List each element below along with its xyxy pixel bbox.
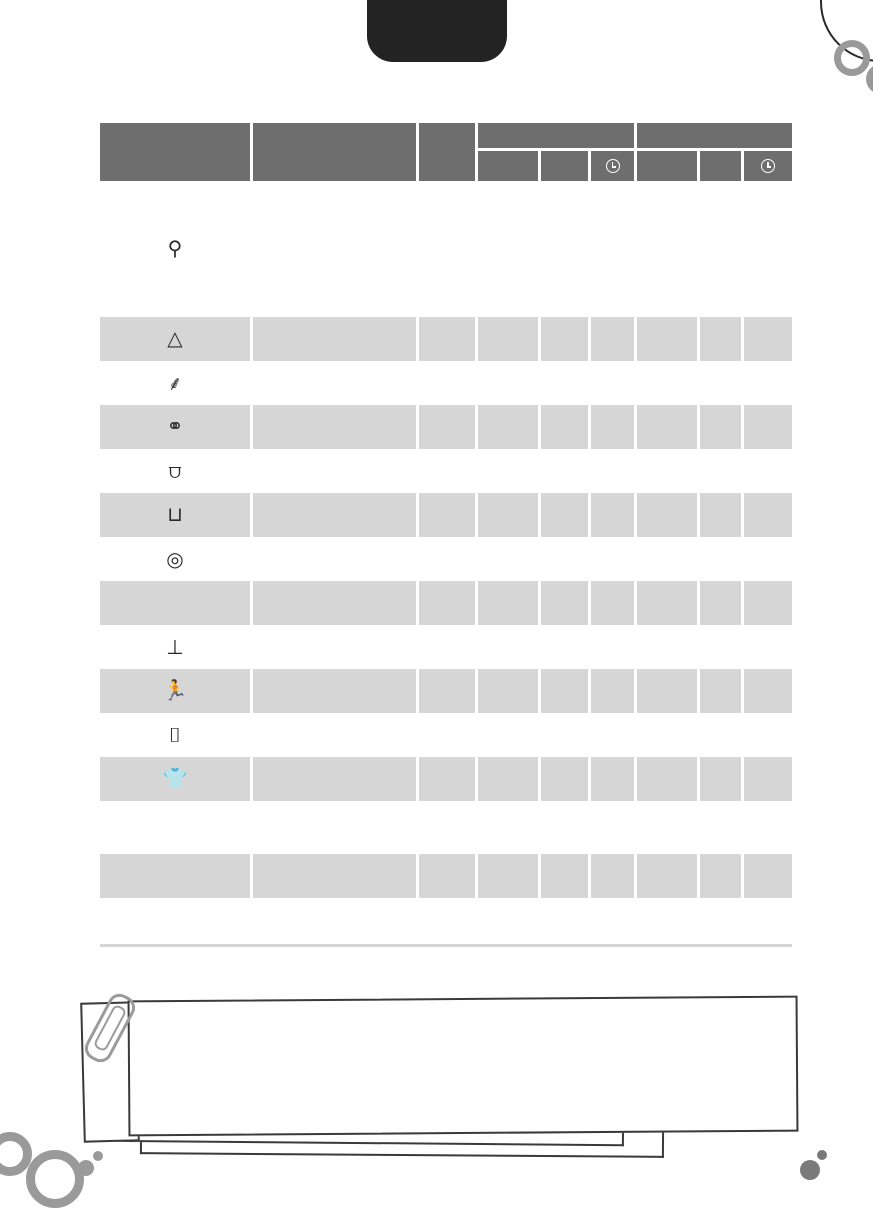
table-cell	[478, 362, 538, 405]
table-cell	[419, 669, 475, 714]
table-cell	[700, 669, 741, 714]
program-table	[100, 123, 786, 899]
table-cell	[253, 450, 416, 493]
table-cell	[541, 450, 588, 493]
table-cell	[700, 493, 741, 538]
table-cell	[541, 854, 588, 899]
table-cell	[700, 450, 741, 493]
handwash-icon: ⩌	[168, 460, 182, 483]
program-cell	[100, 669, 250, 714]
table-cell	[478, 538, 538, 581]
dark-garment-icon: 👕	[162, 768, 188, 790]
table-cell	[700, 854, 741, 899]
table-cell	[700, 181, 741, 317]
table-cell	[253, 802, 416, 854]
table-cell	[478, 854, 538, 899]
program-cell	[100, 317, 250, 362]
table-cell	[478, 626, 538, 669]
table-cell	[541, 362, 588, 405]
drain-icon: ⊥	[166, 636, 184, 659]
table-cell	[419, 450, 475, 493]
table-cell	[478, 714, 538, 757]
table-cell	[478, 757, 538, 802]
table-cell	[744, 362, 792, 405]
table-cell	[637, 450, 697, 493]
table-row	[100, 626, 792, 669]
program-cell	[100, 626, 250, 669]
table-cell	[541, 669, 588, 714]
table-cell	[700, 581, 741, 626]
table-cell	[744, 669, 792, 714]
table-row	[100, 669, 792, 714]
circle-decoration	[800, 1160, 820, 1180]
table-cell	[419, 854, 475, 899]
table-cell	[744, 493, 792, 538]
table-cell	[253, 317, 416, 362]
table-cell	[637, 854, 697, 899]
table-cell	[744, 181, 792, 317]
table-cell	[478, 405, 538, 450]
table-cell	[253, 362, 416, 405]
synthetics-icon: △	[167, 328, 183, 350]
table-cell	[253, 757, 416, 802]
table-cell	[744, 450, 792, 493]
table-cell	[744, 317, 792, 362]
table-row	[100, 362, 792, 405]
header-group-1	[478, 123, 634, 148]
table-cell	[541, 405, 588, 450]
table-row	[100, 802, 792, 854]
header-load	[419, 123, 475, 181]
table-cell	[700, 626, 741, 669]
table-cell	[700, 405, 741, 450]
table-cell	[637, 317, 697, 362]
note-paper-front	[128, 996, 799, 1137]
table-row	[100, 714, 792, 757]
table-cell	[637, 362, 697, 405]
feather-icon: ⸙	[167, 372, 183, 395]
table-row	[100, 493, 792, 538]
table-cell	[253, 405, 416, 450]
table-cell	[744, 581, 792, 626]
table-row	[100, 581, 792, 626]
table-row	[100, 405, 792, 450]
table-row	[100, 757, 792, 802]
page-tab	[367, 0, 507, 62]
table-cell	[478, 581, 538, 626]
sport-icon: 🏃	[162, 680, 188, 702]
table-cell	[541, 538, 588, 581]
table-row	[100, 538, 792, 581]
table-cell	[637, 405, 697, 450]
table-cell	[591, 362, 634, 405]
table-cell	[541, 757, 588, 802]
table-cell	[637, 181, 697, 317]
subheader-1-time	[591, 148, 634, 181]
circle-decoration	[866, 64, 873, 94]
table-cell	[591, 626, 634, 669]
table-cell	[419, 181, 475, 317]
table-row	[100, 450, 792, 493]
program-cell	[100, 181, 250, 317]
cotton-icon: ⚲	[167, 238, 183, 260]
clock-icon	[761, 159, 775, 173]
table-cell	[253, 538, 416, 581]
subheader-2b	[700, 148, 741, 181]
table-cell	[591, 757, 634, 802]
table-cell	[419, 538, 475, 581]
table-cell	[253, 714, 416, 757]
program-cell	[100, 714, 250, 757]
table-cell	[419, 493, 475, 538]
table-cell	[478, 181, 538, 317]
table-cell	[541, 714, 588, 757]
table-cell	[541, 181, 588, 317]
table-cell	[541, 802, 588, 854]
table-cell	[591, 802, 634, 854]
table-row	[100, 317, 792, 362]
circle-decoration	[78, 1160, 94, 1176]
table-cell	[478, 802, 538, 854]
program-cell	[100, 493, 250, 538]
program-cell	[100, 581, 250, 626]
mix-icon: ⚭	[166, 416, 184, 438]
table-cell	[419, 362, 475, 405]
program-cell	[100, 802, 250, 854]
table-cell	[253, 626, 416, 669]
table-cell	[700, 714, 741, 757]
table-cell	[637, 626, 697, 669]
clock-icon	[606, 159, 620, 173]
table-cell	[253, 581, 416, 626]
table-cell	[591, 714, 634, 757]
table-cell	[637, 493, 697, 538]
subheader-2-time	[744, 148, 792, 181]
table-cell	[419, 714, 475, 757]
table-cell	[591, 450, 634, 493]
table-cell	[541, 581, 588, 626]
circle-decoration	[93, 1151, 103, 1161]
table-cell	[253, 854, 416, 899]
table-cell	[591, 181, 634, 317]
table-cell	[700, 757, 741, 802]
table-cell	[591, 493, 634, 538]
table-cell	[744, 714, 792, 757]
table-cell	[478, 669, 538, 714]
table-cell	[591, 538, 634, 581]
table-cell	[700, 362, 741, 405]
table-cell	[253, 493, 416, 538]
table-cell	[419, 802, 475, 854]
circle-decoration	[817, 1150, 827, 1160]
program-cell	[100, 405, 250, 450]
divider	[100, 944, 792, 947]
table-cell	[591, 669, 634, 714]
table-cell	[744, 802, 792, 854]
table-cell	[744, 405, 792, 450]
table-cell	[419, 405, 475, 450]
circle-decoration	[26, 1150, 84, 1208]
table-cell	[744, 538, 792, 581]
program-cell	[100, 362, 250, 405]
table-cell	[744, 626, 792, 669]
table-cell	[419, 317, 475, 362]
table-cell	[744, 757, 792, 802]
shirt-icon: ⌷	[169, 724, 181, 747]
program-cell	[100, 450, 250, 493]
subheader-1a	[478, 148, 538, 181]
rinse-icon: ⊔	[167, 504, 183, 526]
table-cell	[541, 493, 588, 538]
table-cell	[637, 581, 697, 626]
table-cell	[541, 317, 588, 362]
spin-icon: ◎	[166, 548, 184, 571]
table-cell	[637, 538, 697, 581]
circle-decoration	[834, 40, 870, 76]
program-cell	[100, 854, 250, 899]
table-cell	[253, 669, 416, 714]
header-program	[100, 123, 250, 181]
header-group-2	[637, 123, 792, 148]
subheader-2a	[637, 148, 697, 181]
table-cell	[591, 581, 634, 626]
table-cell	[591, 405, 634, 450]
table-cell	[478, 493, 538, 538]
table-cell	[419, 581, 475, 626]
header-fabric	[253, 123, 416, 181]
table-cell	[419, 626, 475, 669]
table-cell	[541, 626, 588, 669]
table-cell	[700, 538, 741, 581]
table-cell	[700, 802, 741, 854]
table-cell	[253, 181, 416, 317]
subheader-1b	[541, 148, 588, 181]
table-cell	[637, 714, 697, 757]
table-cell	[700, 317, 741, 362]
table-cell	[591, 317, 634, 362]
table-cell	[637, 802, 697, 854]
table-row	[100, 181, 792, 317]
table-cell	[744, 854, 792, 899]
table-cell	[637, 669, 697, 714]
table-cell	[591, 854, 634, 899]
table-cell	[478, 317, 538, 362]
table-cell	[419, 757, 475, 802]
table-cell	[478, 450, 538, 493]
table-cell	[637, 757, 697, 802]
table-row	[100, 854, 792, 899]
program-cell	[100, 538, 250, 581]
program-cell	[100, 757, 250, 802]
